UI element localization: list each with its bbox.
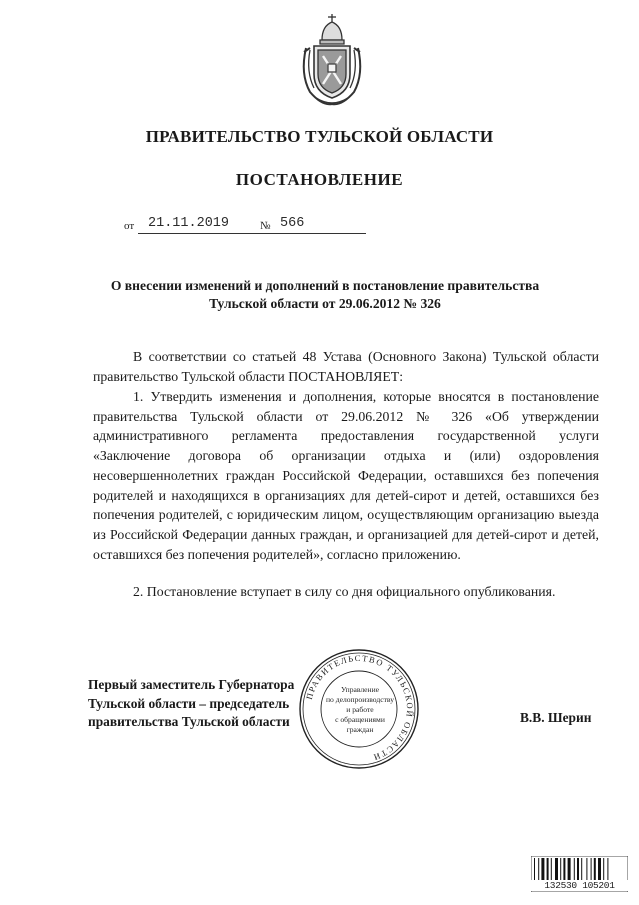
signatory-position xyxy=(88,676,294,732)
barcode-bar xyxy=(591,858,592,880)
signatory-position-line-1: Первый заместитель Губернатора xyxy=(88,677,295,692)
signatory-position-line-2: Тульской области – председатель xyxy=(88,695,290,711)
barcode-bar xyxy=(607,858,608,880)
date-underline xyxy=(138,233,278,234)
document-number: 566 xyxy=(280,216,305,231)
barcode-number: 132530 105201 xyxy=(531,880,628,891)
seal-ring-text: ПРАВИТЕЛЬСТВО ТУЛЬСКОЙ ОБЛАСТИ xyxy=(303,652,416,763)
seal-center-line-1: Управление xyxy=(340,685,380,694)
barcode-bar xyxy=(534,858,535,880)
tula-coat-of-arms-emblem xyxy=(296,12,368,108)
government-title: ПРАВИТЕЛЬСТВО ТУЛЬСКОЙ ОБЛАСТИ xyxy=(145,127,494,146)
barcode-bar xyxy=(538,858,539,880)
subject-line-2: Тульской области от 29.06.2012 № 326 xyxy=(209,295,441,311)
barcode-bar xyxy=(547,858,549,880)
body-paragraph-3: 2. Постановление вступает в силу со дня официального опубликования. xyxy=(133,584,556,599)
seal-center-line-4: с обращениями xyxy=(335,715,385,724)
barcode-bar xyxy=(594,858,596,880)
document-date: 21.11.2019 xyxy=(148,216,230,231)
body-paragraph-1: В соответствии со статьей 48 Устава (Основного Закона) Тульской области правительство Тульской области ПОСТАНОВЛЯЕТ: xyxy=(93,349,599,384)
document-subject xyxy=(60,277,590,312)
subject-line-1: О внесении изменений и дополнений в постановление правительства xyxy=(110,278,540,293)
body-paragraph-2: 1. Утвердить изменения и дополнения, которые вносятся в постановление правительства Тульской области от 29.06.2012 № 326 «Об утверждении административного регламента предоставления государственной услуги «Заключение договора об организации отдыха и (или) оздоровления несовершеннолетних граждан Российской Федерации, оставшихся без попечения родителей и находящихся в организациях для детей-сирот и детей, оставшихся без попечения родителей, с юридическим лицом, осуществляющим организацию выезда из Российской Федерации данных граждан, и организацией для детей-сирот и детей, оставшихся без попечения родителей», согласно приложению. xyxy=(93,389,599,562)
signatory-name: В.В. Шерин xyxy=(520,710,592,725)
barcode-bar xyxy=(563,858,565,880)
date-prefix: от xyxy=(124,220,135,232)
barcode-bar xyxy=(568,858,571,880)
barcode-bar xyxy=(574,858,575,880)
barcode-bar xyxy=(581,858,582,880)
barcode-bar xyxy=(598,858,601,880)
official-seal-stamp xyxy=(298,648,420,770)
barcode-bar xyxy=(551,858,552,880)
seal-center-line-2: по делопроизводству xyxy=(325,695,395,704)
barcode-bar xyxy=(603,858,604,880)
barcode-bar xyxy=(560,858,561,880)
barcode-bar xyxy=(577,858,579,880)
seal-center-line-3: и работе xyxy=(346,705,374,714)
number-prefix: № xyxy=(260,220,271,232)
signatory-position-line-3: правительства Тульской области xyxy=(88,714,290,729)
barcode-bar xyxy=(555,858,558,880)
barcode-bar xyxy=(586,858,587,880)
barcode-bar xyxy=(541,858,544,880)
seal-center-line-5: граждан xyxy=(346,725,374,734)
number-underline xyxy=(274,233,366,234)
document-type-title: ПОСТАНОВЛЕНИЕ xyxy=(235,170,404,189)
